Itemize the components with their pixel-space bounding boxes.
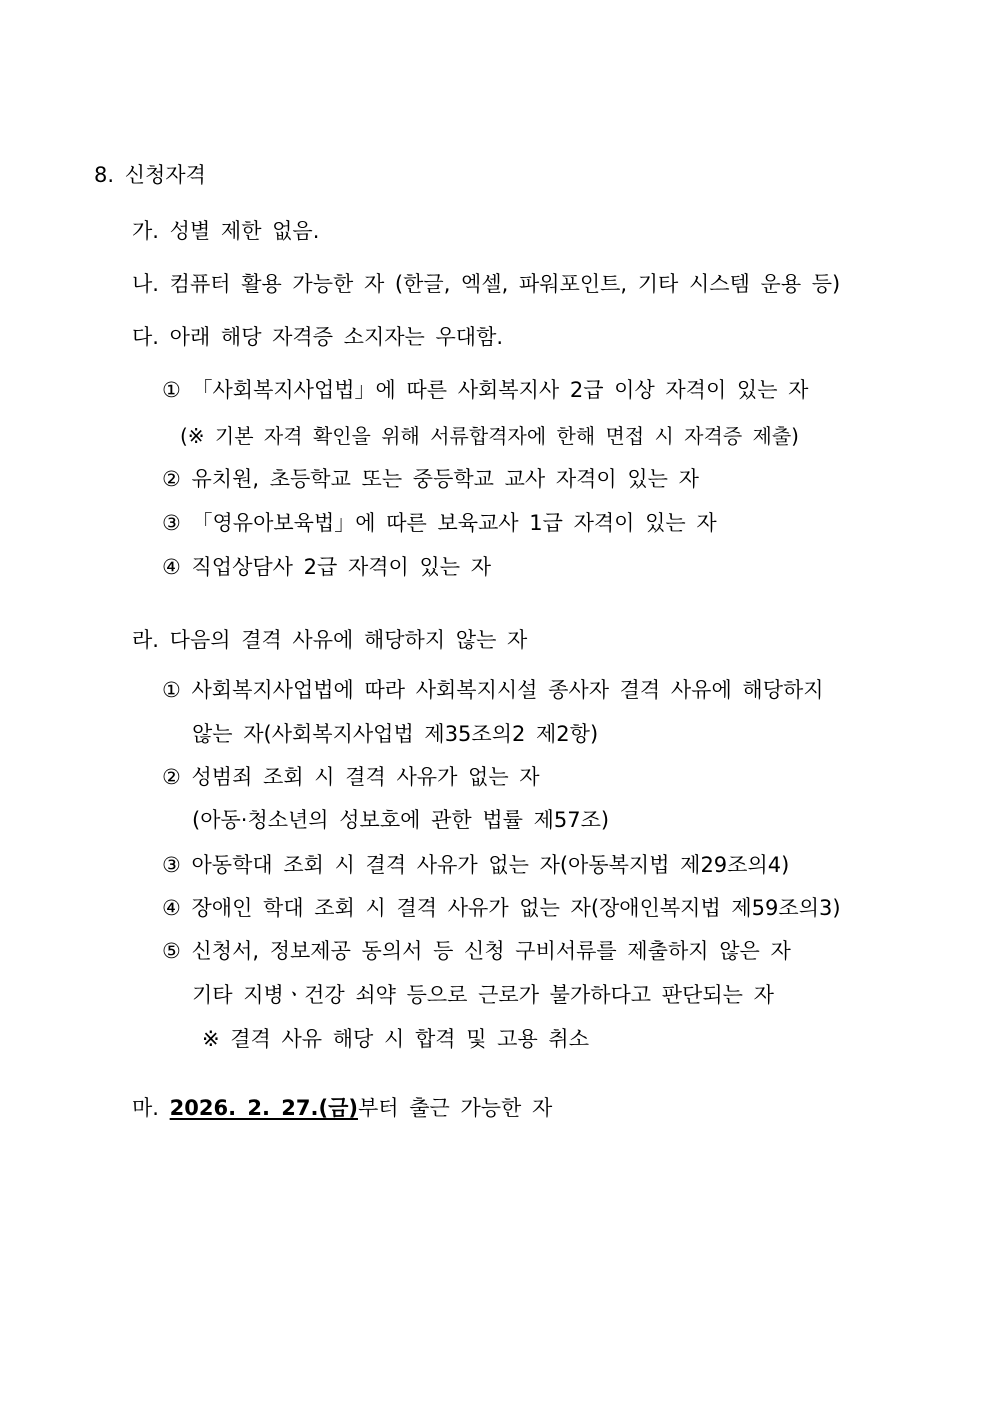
item-marker: ②: [162, 467, 181, 491]
item-text: 다음의 결격 사유에 해당하지 않는 자: [169, 628, 528, 652]
item-ga: [132, 221, 319, 242]
qualification-note: [180, 426, 799, 446]
item-text: 장애인 학대 조회 시 결격 사유가 없는 자(장애인복지법 제59조의3): [191, 896, 841, 920]
item-text: 아래 해당 자격증 소지자는 우대함.: [169, 325, 504, 349]
item-marker: ①: [162, 678, 181, 702]
disqualification-item: [162, 855, 789, 876]
disqualification-item-cont: [192, 810, 609, 831]
note-text: ※ 결격 사유 해당 시 합격 및 고용 취소: [202, 1027, 590, 1051]
item-marker: ①: [162, 378, 181, 402]
start-date: 2026. 2. 27.(금): [169, 1096, 358, 1120]
item-marker: ④: [162, 555, 181, 579]
item-ra: [132, 630, 527, 651]
item-text: 「사회복지사업법」에 따른 사회복지사 2급 이상 자격이 있는 자: [191, 378, 809, 402]
item-text: 유치원, 초등학교 또는 중등학교 교사 자격이 있는 자: [191, 467, 699, 491]
disqualification-item: [162, 767, 540, 788]
qualification-item: [162, 380, 808, 401]
item-ma: [132, 1098, 552, 1119]
qualification-item: [162, 469, 699, 490]
item-marker: ④: [162, 896, 181, 920]
section-heading: [94, 165, 206, 186]
item-marker: 다.: [132, 325, 159, 349]
item-text: 않는 자(사회복지사업법 제35조의2 제2항): [192, 722, 599, 746]
qualification-item: [162, 557, 491, 578]
item-marker: 가.: [132, 219, 159, 243]
disqualification-item: [162, 941, 791, 962]
item-na: [132, 274, 840, 295]
disqualification-note: [202, 1029, 589, 1050]
disqualification-item-cont: [192, 985, 774, 1006]
item-text: 직업상담사 2급 자격이 있는 자: [191, 555, 492, 579]
note-text: (※ 기본 자격 확인을 위해 서류합격자에 한해 면접 시 자격증 제출): [180, 424, 799, 448]
item-marker: ②: [162, 765, 181, 789]
item-da: [132, 327, 503, 348]
item-text: 신청서, 정보제공 동의서 등 신청 구비서류를 제출하지 않은 자: [191, 939, 791, 963]
item-text: 「영유아보육법」에 따른 보육교사 1급 자격이 있는 자: [191, 511, 717, 535]
qualification-item: [162, 513, 717, 534]
item-text: 성별 제한 없음.: [169, 219, 320, 243]
item-text: 사회복지사업법에 따라 사회복지시설 종사자 결격 사유에 해당하지: [191, 678, 824, 702]
disqualification-item: [162, 680, 824, 701]
item-marker: 마.: [132, 1096, 159, 1120]
item-marker: 라.: [132, 628, 159, 652]
item-marker: ③: [162, 511, 181, 535]
item-text: 아동학대 조회 시 결격 사유가 없는 자(아동복지법 제29조의4): [191, 853, 790, 877]
item-text: 성범죄 조회 시 결격 사유가 없는 자: [191, 765, 540, 789]
section-number: 8.: [94, 163, 115, 187]
item-text: 부터 출근 가능한 자: [357, 1096, 553, 1120]
item-text: 컴퓨터 활용 가능한 자 (한글, 엑셀, 파워포인트, 기타 시스템 운용 등): [169, 272, 841, 296]
disqualification-item-cont: [192, 724, 598, 745]
item-marker: ③: [162, 853, 181, 877]
item-text: 기타 지병ㆍ건강 쇠약 등으로 근로가 불가하다고 판단되는 자: [192, 983, 774, 1007]
section-title: 신청자격: [124, 163, 206, 187]
item-marker: ⑤: [162, 939, 181, 963]
item-text: (아동·청소년의 성보호에 관한 법률 제57조): [192, 808, 610, 832]
item-marker: 나.: [132, 272, 159, 296]
disqualification-item: [162, 898, 841, 919]
